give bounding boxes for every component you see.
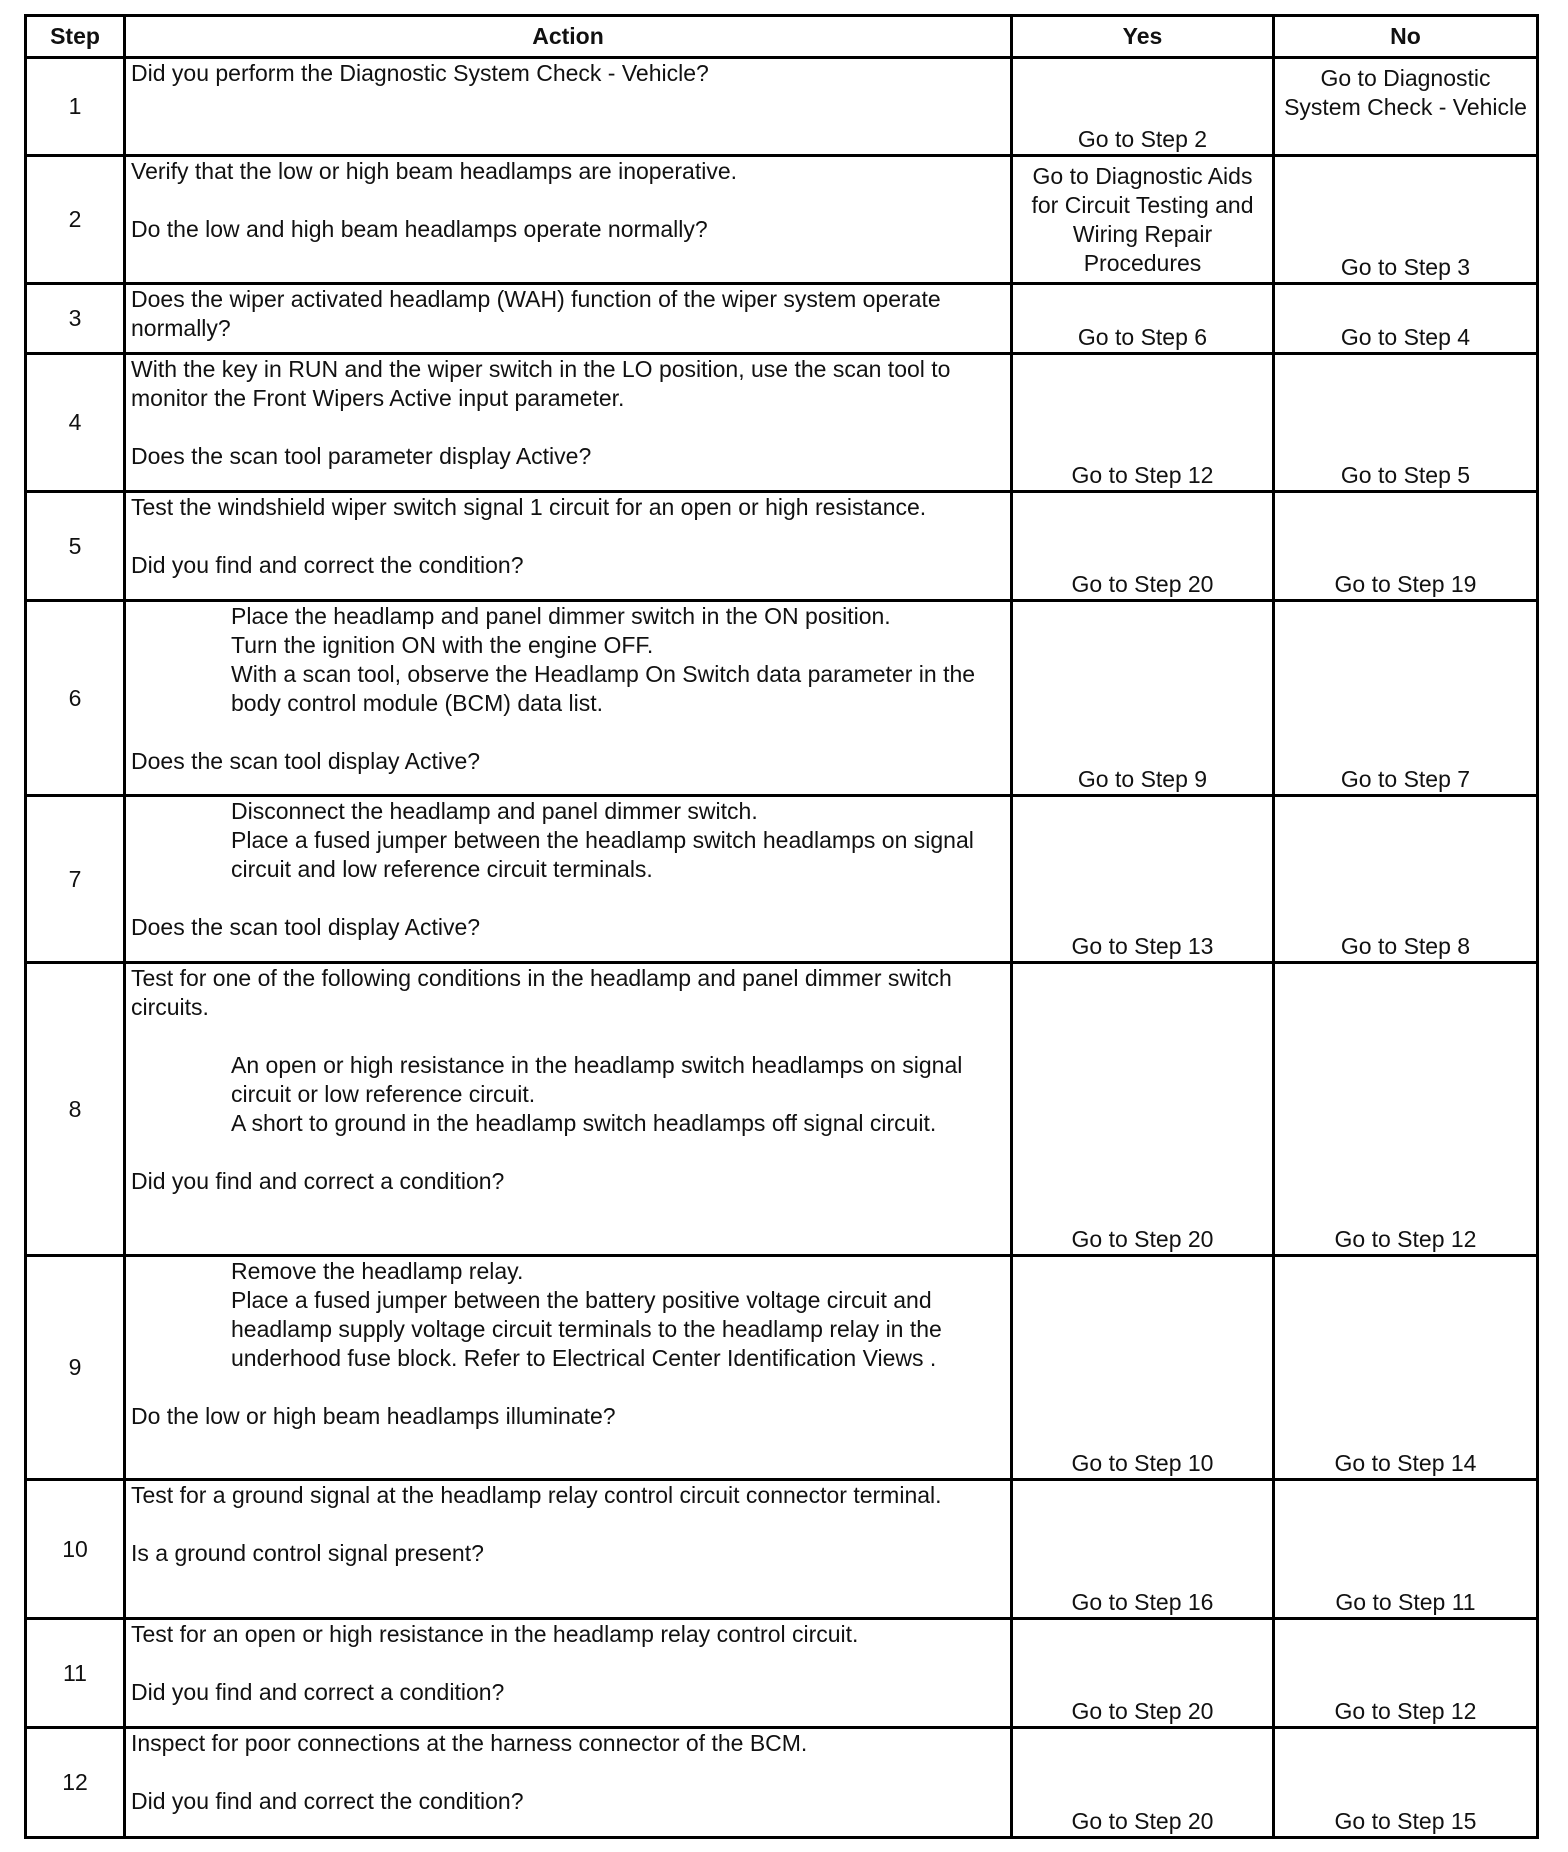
no-cell: Go to Step 14 [1274, 1256, 1538, 1480]
table-row [26, 1728, 1538, 1838]
yes-cell: Go to Diagnostic Aids for Circuit Testing and Wiring Repair Procedures [1012, 156, 1274, 284]
action-cell [125, 156, 1012, 284]
yes-cell: Go to Step 20 [1012, 1728, 1274, 1838]
diagnostic-table [24, 14, 1539, 1839]
action-bullet: Turn the ignition ON with the engine OFF. [231, 632, 654, 658]
yes-cell: Go to Step 2 [1012, 58, 1274, 156]
action-text: Test for an open or high resistance in the headlamp relay control circuit. [131, 1621, 859, 1647]
action-question: Did you find and correct the condition? [131, 552, 524, 578]
no-cell: Go to Step 12 [1274, 1619, 1538, 1728]
header-step: Step [26, 16, 125, 58]
no-cell: Go to Step 19 [1274, 492, 1538, 601]
step-number: 3 [26, 284, 125, 354]
action-question: Did you find and correct a condition? [131, 1679, 505, 1705]
action-cell [125, 796, 1012, 963]
header-no: No [1274, 16, 1538, 58]
yes-cell: Go to Step 13 [1012, 796, 1274, 963]
yes-cell: Go to Step 10 [1012, 1256, 1274, 1480]
action-bullet: Place a fused jumper between the battery positive voltage circuit and headlamp supply voltage circuit terminals to the headlamp relay in the underhood fuse block. Refer to Electrical Center Identification Views . [231, 1287, 942, 1371]
action-question: Do the low or high beam headlamps illuminate? [131, 1403, 616, 1429]
table-row [26, 156, 1538, 284]
step-number: 9 [26, 1256, 125, 1480]
step-number: 2 [26, 156, 125, 284]
step-number: 11 [26, 1619, 125, 1728]
no-cell: Go to Step 8 [1274, 796, 1538, 963]
table-row [26, 1256, 1538, 1480]
table-row [26, 58, 1538, 156]
yes-cell: Go to Step 12 [1012, 354, 1274, 492]
yes-cell: Go to Step 16 [1012, 1480, 1274, 1619]
step-number: 4 [26, 354, 125, 492]
action-text: Test for one of the following conditions in the headlamp and panel dimmer switch circuits. [131, 965, 959, 1020]
yes-cell: Go to Step 20 [1012, 963, 1274, 1256]
table-row [26, 601, 1538, 796]
no-cell: Go to Step 7 [1274, 601, 1538, 796]
action-bullet: Place a fused jumper between the headlamp switch headlamps on signal circuit and low reference circuit terminals. [231, 827, 974, 882]
action-text: With the key in RUN and the wiper switch in the LO position, use the scan tool to monitor the Front Wipers Active input parameter. [131, 356, 957, 411]
table-row [26, 1480, 1538, 1619]
action-cell [125, 492, 1012, 601]
table-row [26, 963, 1538, 1256]
action-bullet: Remove the headlamp relay. [231, 1258, 524, 1284]
action-cell [125, 1619, 1012, 1728]
step-number: 6 [26, 601, 125, 796]
no-cell: Go to Step 12 [1274, 963, 1538, 1256]
yes-cell: Go to Step 6 [1012, 284, 1274, 354]
action-bullet: A short to ground in the headlamp switch headlamps off signal circuit. [231, 1110, 937, 1136]
no-cell: Go to Step 5 [1274, 354, 1538, 492]
no-cell: Go to Diagnostic System Check - Vehicle [1274, 58, 1538, 156]
action-question: Does the scan tool display Active? [131, 914, 481, 940]
no-cell: Go to Step 4 [1274, 284, 1538, 354]
action-cell [125, 58, 1012, 156]
action-cell [125, 284, 1012, 354]
step-number: 10 [26, 1480, 125, 1619]
action-question: Does the scan tool display Active? [131, 748, 481, 774]
header-row [26, 16, 1538, 58]
action-cell [125, 1256, 1012, 1480]
yes-cell: Go to Step 20 [1012, 1619, 1274, 1728]
action-question: Do the low and high beam headlamps operate normally? [131, 216, 708, 242]
action-question: Does the scan tool parameter display Active? [131, 443, 592, 469]
yes-cell: Go to Step 20 [1012, 492, 1274, 601]
action-question: Did you find and correct a condition? [131, 1168, 505, 1194]
header-yes: Yes [1012, 16, 1274, 58]
no-cell: Go to Step 15 [1274, 1728, 1538, 1838]
step-number: 7 [26, 796, 125, 963]
table-row [26, 492, 1538, 601]
no-cell: Go to Step 3 [1274, 156, 1538, 284]
action-text: Did you perform the Diagnostic System Check - Vehicle? [131, 60, 709, 86]
action-bullet: Place the headlamp and panel dimmer switch in the ON position. [231, 603, 891, 629]
table-row [26, 1619, 1538, 1728]
action-cell [125, 601, 1012, 796]
step-number: 5 [26, 492, 125, 601]
action-question: Did you find and correct the condition? [131, 1788, 524, 1814]
action-cell [125, 963, 1012, 1256]
step-number: 1 [26, 58, 125, 156]
action-cell [125, 1480, 1012, 1619]
step-number: 12 [26, 1728, 125, 1838]
table-row [26, 284, 1538, 354]
action-cell [125, 1728, 1012, 1838]
action-cell [125, 354, 1012, 492]
table-row [26, 354, 1538, 492]
step-number: 8 [26, 963, 125, 1256]
no-cell: Go to Step 11 [1274, 1480, 1538, 1619]
action-bullet: With a scan tool, observe the Headlamp On Switch data parameter in the body control module (BCM) data list. [231, 661, 976, 716]
action-question: Is a ground control signal present? [131, 1540, 484, 1566]
action-question: Does the wiper activated headlamp (WAH) function of the wiper system operate normally? [131, 286, 948, 341]
action-text: Test the windshield wiper switch signal 1 circuit for an open or high resistance. [131, 494, 927, 520]
action-text: Verify that the low or high beam headlamps are inoperative. [131, 158, 738, 184]
action-text: Inspect for poor connections at the harness connector of the BCM. [131, 1730, 808, 1756]
table-row [26, 796, 1538, 963]
action-bullet: Disconnect the headlamp and panel dimmer switch. [231, 798, 758, 824]
action-bullet: An open or high resistance in the headlamp switch headlamps on signal circuit or low reference circuit. [231, 1052, 963, 1107]
action-text: Test for a ground signal at the headlamp relay control circuit connector terminal. [131, 1482, 942, 1508]
header-action: Action [125, 16, 1012, 58]
yes-cell: Go to Step 9 [1012, 601, 1274, 796]
